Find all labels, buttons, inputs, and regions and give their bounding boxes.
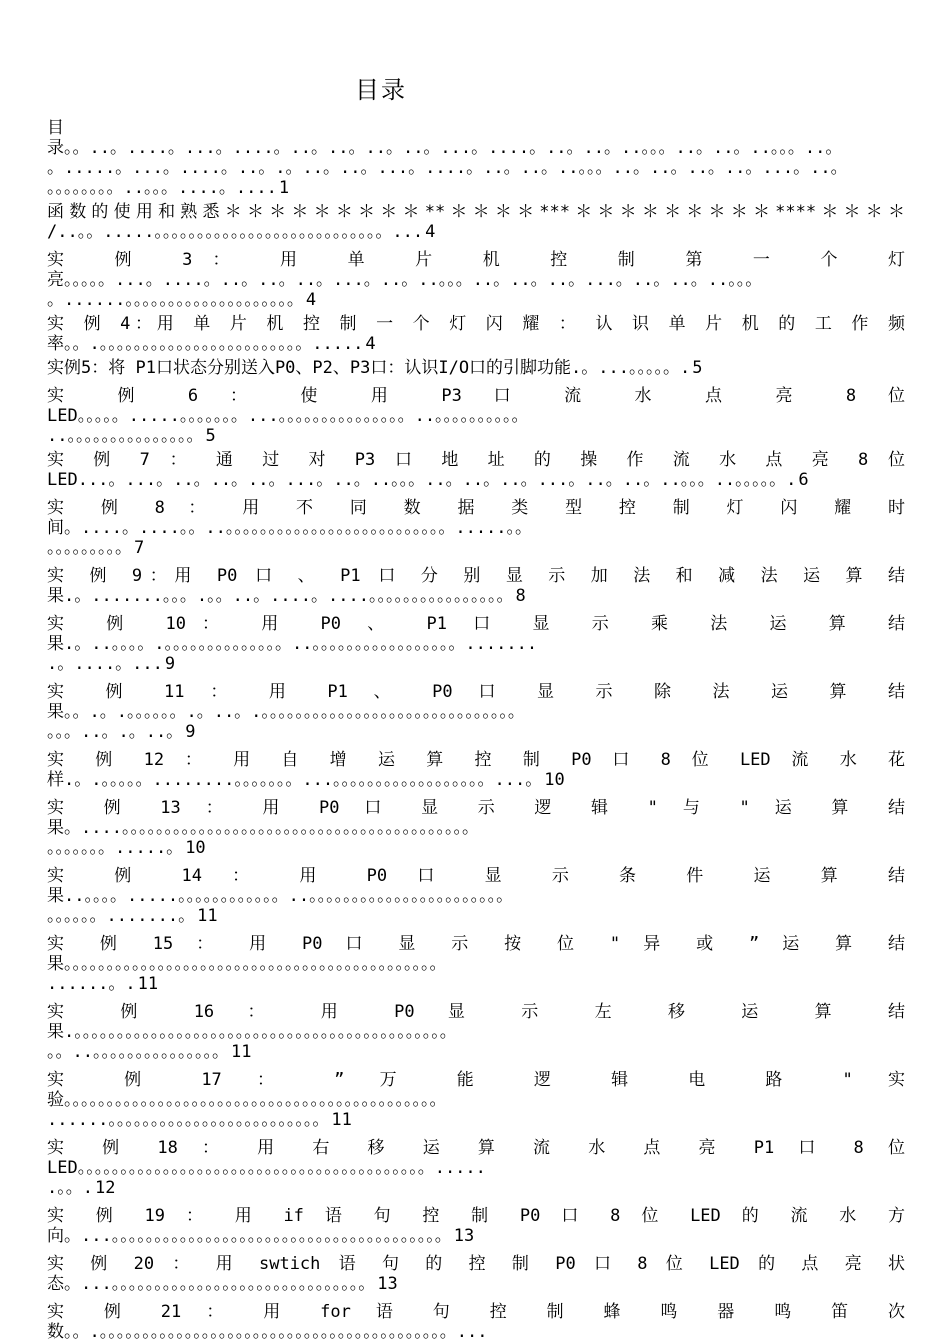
toc-entry-line: 。......。。。。。。。。。。。。。。。。。。。。 4 xyxy=(47,290,317,310)
toc-entry[interactable] xyxy=(47,798,905,858)
toc-entry[interactable] xyxy=(47,1302,905,1342)
toc-entry-line: 实 例 20 ： 用 swtich 语 句 的 控 制 P0 口 8 位 LED 的 点 亮 状 xyxy=(47,1254,905,1274)
toc-entry[interactable] xyxy=(47,1138,905,1198)
toc-entry[interactable] xyxy=(47,1254,905,1294)
toc-entry-line: 果。。。。。。。。。。。。。。。。。。。。。。。。。。。。。。。。。。。。。。。。。。。。 xyxy=(47,954,447,974)
toc-page-number: 1 xyxy=(278,178,290,198)
toc-entry-line: 果。。.。.。。。。。。.。..。.。。。。。。。。。。。。。。。。。。。。。。。。。。。。。。 xyxy=(47,702,525,722)
toc-entry-line: 实 例 6 ： 使 用 P3 口 流 水 点 亮 8 位 xyxy=(47,386,905,406)
toc-entry-line: 样.。.。。。。。........。。。。。。。...。。。。。。。。。。。。。。。。。。...。 10 xyxy=(47,770,565,790)
toc-entry-line: 实 例 17 ： ” 万 能 逻 辑 电 路 " 实 xyxy=(47,1070,905,1090)
toc-entry-line: 函数的使用和熟悉＊＊＊＊＊＊＊＊＊**＊＊＊＊***＊＊＊＊＊＊＊＊＊****＊＊＊＊ xyxy=(47,202,905,222)
toc-page-number: 11 xyxy=(331,1110,352,1130)
toc-entry-line: 实 例 7 ： 通 过 对 P3 口 地 址 的 操 作 流 水 点 亮 8 位 xyxy=(47,450,905,470)
toc-entry-line: 。.....。...。....。..。.。..。..。...。....。..。..。..。。。..。..。..。..。...。..。 xyxy=(47,158,848,178)
toc-entry-line: ......。。。。。。。。。。。。。。。。。。。。。。。。。 11 xyxy=(47,1110,352,1130)
toc-entry-line: 实 例 19 ： 用 if 语 句 控 制 P0 口 8 位 LED 的 流 水 方 xyxy=(47,1206,905,1226)
toc-entry[interactable] xyxy=(47,1206,905,1246)
toc-page-number: 11 xyxy=(137,974,159,994)
toc-entry[interactable] xyxy=(47,358,905,378)
toc-page-number: 10 xyxy=(544,770,565,790)
toc-entry[interactable] xyxy=(47,614,905,674)
toc-entry-line: LED。。。。。。。。。。。。。。。。。。。。。。。。。。。。。。。。。。。。。。。。。..... xyxy=(47,1158,486,1178)
toc-entry-line: .。。. 12 xyxy=(47,1178,116,1198)
toc-page-number: 10 xyxy=(185,838,206,858)
toc-entry[interactable] xyxy=(47,202,905,242)
toc-entry-line: 实 例 15 ： 用 P0 口 显 示 按 位 " 异 或 ” 运 算 结 xyxy=(47,934,905,954)
toc-entry-line: 果.。。。。。。。。。。。。。。。。。。。。。。。。。。。。。。。。。。。。。。。。。。。。 xyxy=(47,1022,457,1042)
toc-entry-line: 实 例 12 ： 用 自 增 运 算 控 制 P0 口 8 位 LED 流 水 花 xyxy=(47,750,905,770)
toc-entry-line: 。。。。。。。.....。 10 xyxy=(47,838,206,858)
toc-entry-line: ..。。。。。。。。。。。。。。。 5 xyxy=(47,426,216,446)
toc-entry-line: .。....。... 9 xyxy=(47,654,176,674)
toc-entry-line: 验。。。。。。。。。。。。。。。。。。。。。。。。。。。。。。。。。。。。。。。。。。。。 xyxy=(47,1090,447,1110)
toc-entry-line: 实 例 8 ： 用 不 同 数 据 类 型 控 制 灯 闪 耀 时 xyxy=(47,498,905,518)
toc-page-number: 4 xyxy=(305,290,317,310)
toc-page-number: 11 xyxy=(230,1042,252,1062)
toc-page-number: 5 xyxy=(692,358,703,378)
toc-entry-line: 目 xyxy=(47,118,64,138)
toc-page-number: 6 xyxy=(798,470,809,490)
toc-entry-line: 果.。..。。。。.。。。。。。。。。。。。。。..。。。。。。。。。。。。。。。。。....... xyxy=(47,634,538,654)
toc-entry[interactable] xyxy=(47,118,905,198)
toc-entry[interactable] xyxy=(47,1002,905,1062)
toc-entry[interactable] xyxy=(47,386,905,446)
toc-page-number: 9 xyxy=(185,722,196,742)
toc-entry-line: 果.。.......。。。.。。..。....。....。。。。。。。。。。。。。。。。 8 xyxy=(47,586,526,606)
toc-entry-line: 实 例 10： 用 P0 、 P1 口 显 示 乘 法 运 算 结 xyxy=(47,614,905,634)
toc-entry-line: 果。....。。。。。。。。。。。。。。。。。。。。。。。。。。。。。。。。。。。。。。。。。 xyxy=(47,818,479,838)
toc-entry-line: 亮。。。。。...。....。..。..。..。...。..。..。。。..。..。..。...。..。..。..。。。 xyxy=(47,270,763,290)
toc-entry-line: 。。..。。。。。。。。。。。。。。。 11 xyxy=(47,1042,252,1062)
toc-page-number: 13 xyxy=(377,1274,398,1294)
toc-entry[interactable] xyxy=(47,750,905,790)
toc-entry[interactable] xyxy=(47,566,905,606)
toc-entry-line: 实 例 4：用 单 片 机 控 制 一 个 灯 闪 耀 ： 认 识 单 片 机 的 工 作 频 xyxy=(47,314,905,334)
toc-page-number: 9 xyxy=(164,654,176,674)
toc-entry-line: 录。。..。....。...。....。..。..。..。..。...。....。..。..。..。。。..。..。..。。。..。 xyxy=(47,138,843,158)
toc-entry[interactable] xyxy=(47,866,905,926)
toc-entry-line: 态。...。。。。。。。。。。。。。。。。。。。。。。。。。。。。。。 13 xyxy=(47,1274,398,1294)
toc-entry-line: 实 例 16 ： 用 P0 显 示 左 移 运 算 结 xyxy=(47,1002,905,1022)
toc-page-number: 4 xyxy=(425,222,436,242)
toc-entry-line: 实 例 14 ： 用 P0 口 显 示 条 件 运 算 结 xyxy=(47,866,905,886)
toc-entry-line: 率。。.。。。。。。。。。。。。。。。。。。。。。。。。..... 4 xyxy=(47,334,376,354)
toc-entry-line: 实 例 13 ： 用 P0 口 显 示 逻 辑 " 与 " 运 算 结 xyxy=(47,798,905,818)
toc-entry-line: 实 例 11 ： 用 P1 、 P0 口 显 示 除 法 运 算 结 xyxy=(47,682,905,702)
toc-entry[interactable] xyxy=(47,682,905,742)
toc-entry[interactable] xyxy=(47,250,905,310)
toc-entry[interactable] xyxy=(47,1070,905,1130)
toc-entry-line: 数。。.。。。。。。。。。。。。。。。。。。。。。。。。。。。。。。。。。。。。。。。。。... xyxy=(47,1322,488,1342)
toc-entry-line: 实 例 3： 用 单 片 机 控 制 第 一 个 灯 xyxy=(47,250,905,270)
toc-entry-line: 向。...。。。。。。。。。。。。。。。。。。。。。。。。。。。。。。。。。。。。。。。 13 xyxy=(47,1226,475,1246)
table-of-contents xyxy=(47,118,905,1342)
toc-entry-line: 实 例 21 ： 用 for 语 句 控 制 蜂 鸣 器 鸣 笛 次 xyxy=(47,1302,905,1322)
toc-page-number: 7 xyxy=(134,538,145,558)
toc-entry-line: 实 例 9：用 P0 口 、 P1 口 分 别 显 示 加 法 和 减 法 运 算 结 xyxy=(47,566,905,586)
toc-entry-line: ......。. 11 xyxy=(47,974,159,994)
toc-entry-line: 间。....。....。。..。。。。。。。。。。。。。。。。。。。。。。。。。。.....。。 xyxy=(47,518,533,538)
toc-entry[interactable] xyxy=(47,314,905,354)
toc-entry-line: LED...。...。..。..。..。...。..。..。。。..。..。..。...。..。..。..。。。..。。。。。. 6 xyxy=(47,470,809,490)
toc-page-number: 5 xyxy=(205,426,216,446)
toc-page-number: 12 xyxy=(94,1178,116,1198)
toc-entry-line: 。。。..。.。..。 9 xyxy=(47,722,196,742)
toc-page-number: 8 xyxy=(515,586,526,606)
toc-entry[interactable] xyxy=(47,450,905,490)
toc-entry-line: 实 例 18 ： 用 右 移 运 算 流 水 点 亮 P1 口 8 位 xyxy=(47,1138,905,1158)
toc-entry-line: 果..。。。。.....。。。。。。。。。。。。..。。。。。。。。。。。。。。。。。。。。。。。 xyxy=(47,886,514,906)
toc-entry-line: 。。。。。。。。。 7 xyxy=(47,538,145,558)
toc-entry[interactable] xyxy=(47,498,905,558)
toc-entry-line: 实例5：将 P1口状态分别送入P0、P2、P3口：认识I/O口的引脚功能.。...。。。。。. 5 xyxy=(47,358,703,378)
page-title: 目录 xyxy=(355,76,407,104)
toc-entry-line: LED。。。。。.....。。。。。。。...。。。。。。。。。。。。。。。..。。。。。。。。。。 xyxy=(47,406,529,426)
toc-page-number: 11 xyxy=(197,906,218,926)
toc-entry[interactable] xyxy=(47,934,905,994)
toc-page-number: 4 xyxy=(365,334,376,354)
toc-page-number: 13 xyxy=(453,1226,475,1246)
toc-entry-line: 。。。。。。.......。 11 xyxy=(47,906,218,926)
toc-entry-line: 。。。。。。。。..。。。....。.... 1 xyxy=(47,178,290,198)
toc-entry-line: /..。。.....。。。。。。。。。。。。。。。。。。。。。。。。。。。... 4 xyxy=(47,222,436,242)
